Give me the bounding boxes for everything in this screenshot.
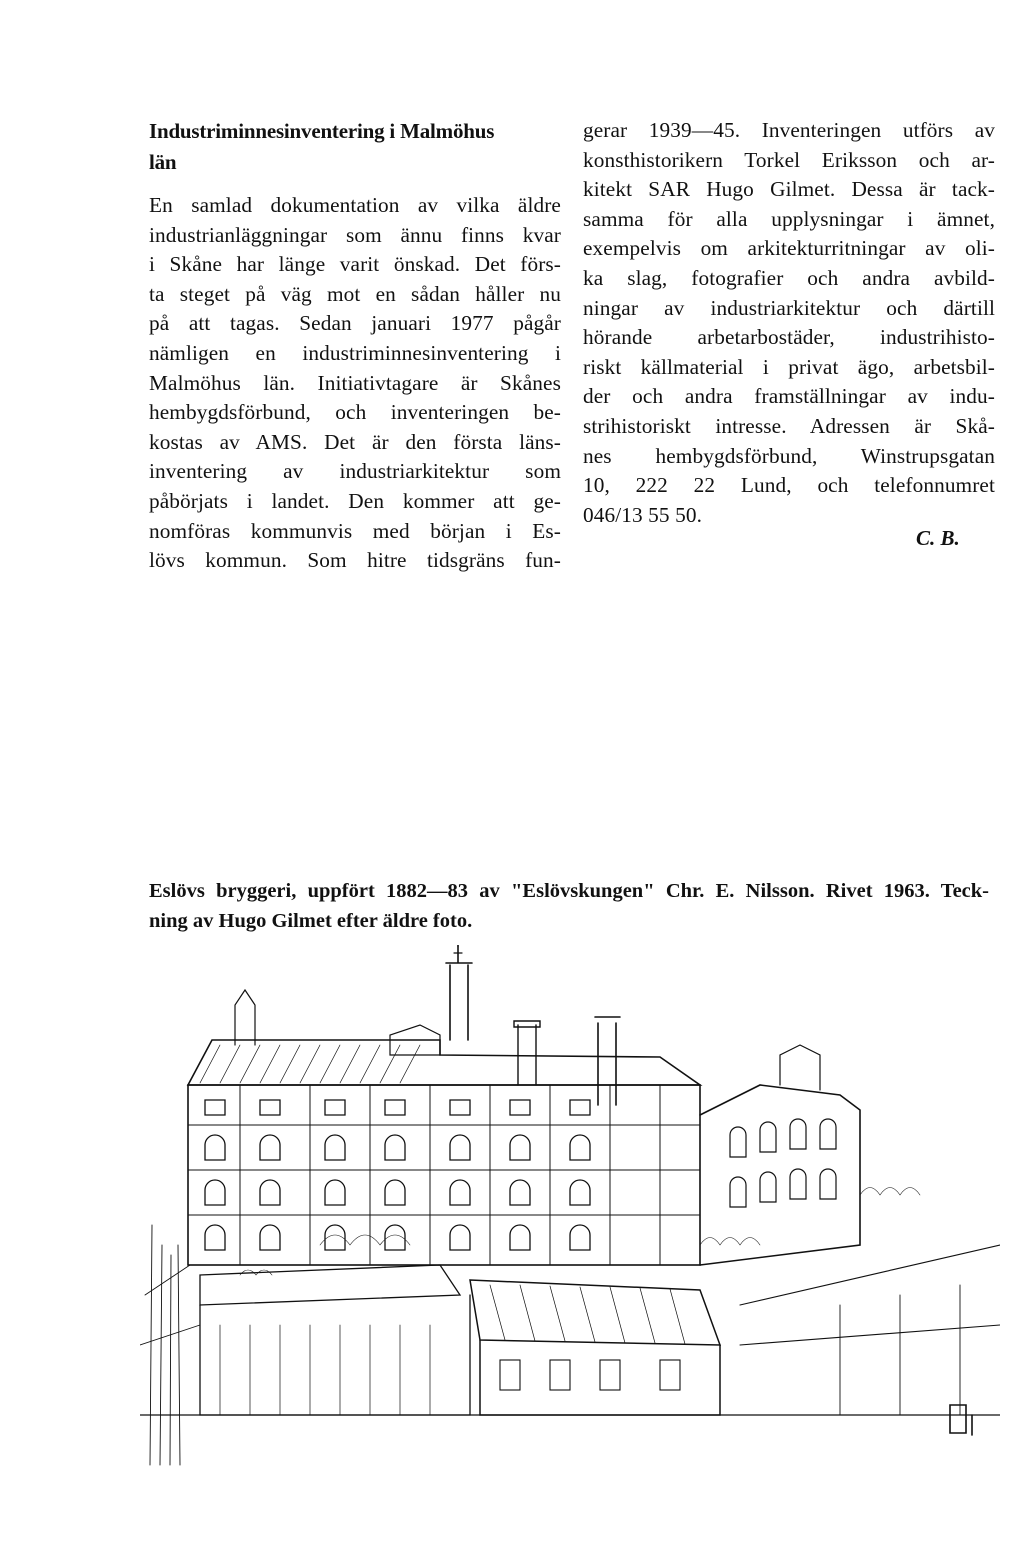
right-text-line-10: der och andra framställningar av indu- — [583, 384, 995, 409]
right-text-line-13: 10, 222 22 Lund, och telefonnumret — [583, 473, 995, 498]
signature: C. B. — [916, 526, 960, 550]
right-text-line-1: gerar 1939—45. Inventeringen utförs av — [583, 118, 995, 142]
right-text-line-3: kitekt SAR Hugo Gilmet. Dessa är tack- — [583, 177, 995, 202]
left-text-line-10: inventering av industriarkitektur som — [149, 459, 561, 484]
right-text-line-7: ningar av industriarkitektur och därtill — [583, 295, 995, 320]
left-text-line-7: Malmöhus län. Initiativtagare är Skånes — [149, 370, 561, 395]
article-body-right — [583, 116, 995, 530]
right-text-line-8: hörande arbetarbostäder, industrihisto- — [583, 325, 995, 350]
figure-caption — [149, 876, 989, 936]
left-column — [149, 116, 561, 576]
right-text-line-14: 046/13 55 50. — [583, 502, 703, 527]
brewery-illustration — [140, 945, 1000, 1470]
left-text-line-2: industrianläggningar som ännu finns kvar — [149, 222, 561, 247]
right-text-line-2: konsthistorikern Torkel Eriksson och ar- — [583, 147, 995, 172]
article-heading — [149, 116, 561, 178]
right-text-line-6: ka slag, fotografier och andra avbild- — [583, 265, 995, 290]
left-text-line-8: hembygdsförbund, och inventeringen be- — [149, 400, 561, 425]
caption-line-1: Eslövs bryggeri, uppfört 1882—83 av "Eslövskungen" Chr. E. Nilsson. Rivet 1963. Teck- — [149, 880, 989, 902]
left-text-line-11: påbörjats i landet. Den kommer att ge- — [149, 488, 561, 513]
left-text-line-13: lövs kommun. Som hitre tidsgräns fun- — [149, 548, 561, 573]
left-text-line-5: på att tagas. Sedan januari 1977 pågår — [149, 311, 561, 336]
right-text-line-12: nes hembygdsförbund, Winstrupsgatan — [583, 443, 995, 468]
left-text-line-6: nämligen en industriminnesinventering i — [149, 340, 561, 365]
caption-line-2: ning av Hugo Gilmet efter äldre foto. — [149, 910, 473, 932]
left-text-line-12: nomföras kommunvis med början i Es- — [149, 518, 561, 543]
heading-line-2: län — [149, 150, 177, 174]
left-text-line-1: En samlad dokumentation av vilka äldre — [149, 193, 561, 217]
left-text-line-3: i Skåne har länge varit önskad. Det förs- — [149, 252, 561, 277]
right-column — [583, 116, 995, 530]
left-text-line-9: kostas av AMS. Det är den första läns- — [149, 429, 561, 454]
right-text-line-9: riskt källmaterial i privat ägo, arbetsbil- — [583, 354, 995, 379]
article-body-left — [149, 191, 561, 576]
right-text-line-5: exempelvis om arkitekturritningar av oli- — [583, 236, 995, 261]
heading-line-1: Industriminnesinventering i Malmöhus — [149, 119, 495, 143]
right-text-line-11: strihistoriskt intresse. Adressen är Skå- — [583, 413, 995, 438]
left-text-line-4: ta steget på väg mot en sådan håller nu — [149, 281, 561, 306]
right-text-line-4: samma för alla upplysningar i ämnet, — [583, 206, 995, 231]
